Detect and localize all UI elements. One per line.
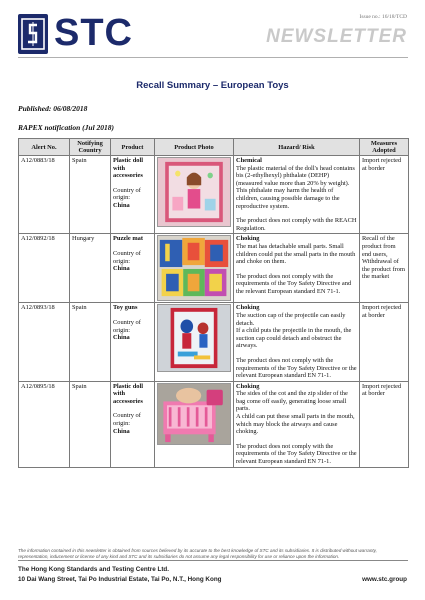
photo-cell <box>155 381 234 467</box>
alert-no-cell: A12/0895/18 <box>19 381 70 467</box>
origin-label: Country of origin: <box>113 186 141 202</box>
page-title: Recall Summary – European Toys <box>136 80 289 91</box>
product-name: Plastic doll with accessories <box>113 157 143 180</box>
photo-cell <box>155 303 234 381</box>
alert-no-cell: A12/0883/18 <box>19 156 70 234</box>
footer-divider <box>18 560 408 561</box>
table-header-row <box>19 139 409 156</box>
recall-table <box>18 138 409 468</box>
hazard-description: The plastic material of the doll's head contains bis (2-ethylhexyl) phthalate (DEHP) (measured value more than 20% by weight). This phthalate may harm the health of children, causing possible damage to the reproductive system. <box>236 164 355 210</box>
hazard-cell <box>234 303 360 381</box>
website-link[interactable]: www.stc.group <box>362 576 407 583</box>
column-header-product: Product <box>111 139 155 156</box>
brand-name: STC <box>54 12 133 54</box>
table-row <box>19 381 409 467</box>
column-header-alert-no: Alert No. <box>19 139 70 156</box>
origin-label: Country of origin: <box>113 318 141 334</box>
table-row <box>19 303 409 381</box>
stc-logo-mark-icon <box>18 14 48 54</box>
product-photo <box>157 157 231 227</box>
country-cell: Hungary <box>70 234 111 303</box>
alert-no-cell: A12/0893/18 <box>19 303 70 381</box>
table-row <box>19 234 409 303</box>
product-photo <box>157 383 231 445</box>
column-header-hazard: Hazard/ Risk <box>234 139 360 156</box>
measures-cell: Import rejected at border <box>360 381 409 467</box>
photo-cell <box>155 234 234 303</box>
measures-cell: Import rejected at border <box>360 156 409 234</box>
column-header-country: Notifying Country <box>70 139 111 156</box>
country-cell: Spain <box>70 381 111 467</box>
origin-label: Country of origin: <box>113 412 141 428</box>
header-divider <box>18 57 408 58</box>
hazard-type: Choking <box>236 304 260 312</box>
product-cell <box>111 156 155 234</box>
product-photo <box>157 304 231 372</box>
hazard-description: The mat has detachable small parts. Small children could put the small parts in the mouth and choke on them. <box>236 242 356 266</box>
hazard-description: The sides of the cot and the zip slider of the bag come off easily, generating loose small parts. A child can put these small parts in the mouth, which may block the airways and cause choking. <box>236 390 355 436</box>
compliance-note: The product does not comply with the requirements of the Toy Safety Directive or the relevant European standard EN 71-1. <box>236 356 357 380</box>
origin-label: Country of origin: <box>113 249 141 265</box>
origin-value: China <box>113 201 130 209</box>
product-name: Puzzle mat <box>113 235 143 243</box>
compliance-note: The product does not comply with the REACH Regulation. <box>236 217 357 232</box>
product-cell <box>111 234 155 303</box>
measures-cell: Recall of the product from end users, Withdrawal of the product from the market <box>360 234 409 303</box>
product-photo <box>157 235 231 301</box>
company-address: 10 Dai Wang Street, Tai Po Industrial Estate, Tai Po, N.T., Hong Kong <box>18 576 222 583</box>
alert-no-cell: A12/0892/18 <box>19 234 70 303</box>
table-row <box>19 156 409 234</box>
origin-value: China <box>113 265 130 273</box>
rapex-notification: RAPEX notification (Jul 2018) <box>18 123 115 132</box>
hazard-type: Chemical <box>236 157 262 164</box>
hazard-type: Choking <box>236 382 260 390</box>
disclaimer-text: The information contained in this newsletter is obtained from sources believed by its accurate to the best knowledge of STC and its subsidiaries. It is distributed without warranty, representation, inducement or license of any kind and STC and its subsidiaries do not assume any legal responsibility for use or reliance upon the information. <box>18 548 377 559</box>
product-name: Plastic doll with accessories <box>113 382 143 405</box>
country-cell: Spain <box>70 156 111 234</box>
page-header <box>0 0 425 68</box>
measures-cell: Import rejected at border <box>360 303 409 381</box>
published-date: Published: 06/08/2018 <box>18 104 88 113</box>
issue-reference: Issue no.: 16/18/TCD <box>359 14 407 20</box>
column-header-photo: Product Photo <box>155 139 234 156</box>
origin-value: China <box>113 427 130 435</box>
hazard-type: Choking <box>236 235 260 243</box>
column-header-measures: Measures Adopted <box>360 139 409 156</box>
hazard-cell <box>234 381 360 467</box>
hazard-cell <box>234 156 360 234</box>
company-name: The Hong Kong Standards and Testing Centre Ltd. <box>18 566 170 573</box>
compliance-note: The product does not comply with the requirements of the Toy Safety Directive and the relevant European standard EN 71-1. <box>236 272 352 295</box>
product-cell <box>111 381 155 467</box>
hazard-cell <box>234 234 360 303</box>
stc-logo <box>18 14 48 54</box>
origin-value: China <box>113 334 130 342</box>
hazard-description: The suction cap of the projectile can easily detach. If a child puts the projectile in the mouth, the suction cap could detach and obstruct the airways. <box>236 311 352 350</box>
newsletter-label: NEWSLETTER <box>266 26 407 47</box>
compliance-note: The product does not comply with the requirements of the Toy Safety Directive or the relevant European standard EN 71-1. <box>236 442 357 466</box>
product-name: Toy guns <box>113 304 138 312</box>
photo-cell <box>155 156 234 234</box>
country-cell: Spain <box>70 303 111 381</box>
product-cell <box>111 303 155 381</box>
